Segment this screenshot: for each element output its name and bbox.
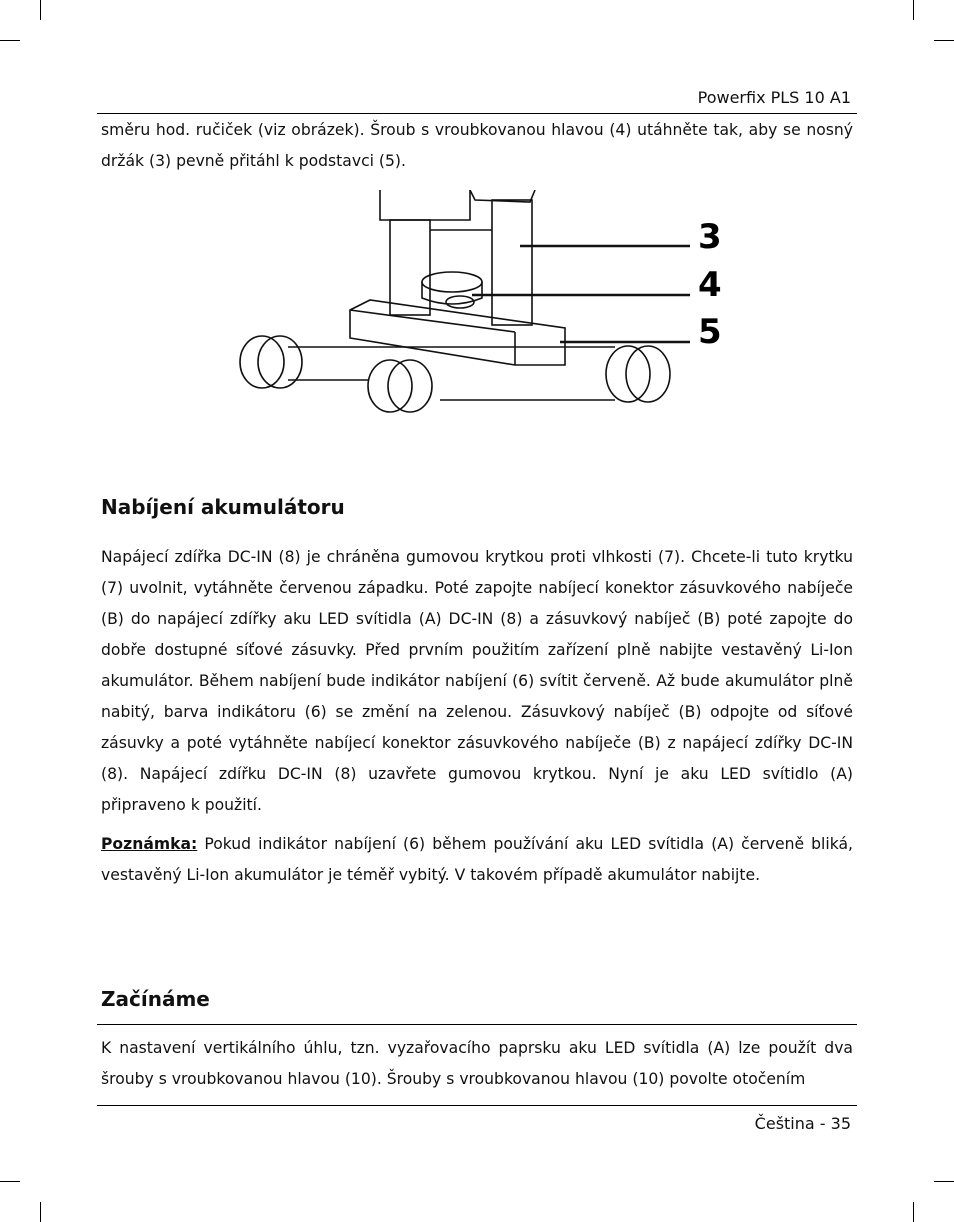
crop-mark bbox=[934, 1181, 954, 1182]
crop-mark bbox=[913, 0, 914, 20]
crop-mark bbox=[0, 1181, 20, 1182]
note-text: Pokud indikátor nabíjení (6) během používání aku LED svítidla (A) červeně bliká, vestavěný Li-Ion akumulátor je téměř vybitý. V takovém případě akumulátor nabijte. bbox=[101, 835, 853, 884]
section-heading-start: Začínáme bbox=[101, 987, 210, 1011]
note-paragraph bbox=[101, 829, 853, 891]
section-heading-charging: Nabíjení akumulátoru bbox=[101, 495, 345, 519]
crop-mark bbox=[40, 0, 41, 20]
note-label: Poznámka: bbox=[101, 835, 198, 853]
product-stand-illustration bbox=[230, 190, 730, 420]
footer-page-number: Čeština - 35 bbox=[754, 1114, 851, 1133]
header-product-name: Powerfix PLS 10 A1 bbox=[697, 88, 851, 107]
header-rule bbox=[97, 113, 857, 114]
crop-mark bbox=[934, 40, 954, 41]
footer-rule bbox=[97, 1105, 857, 1106]
callout-5: 5 bbox=[698, 312, 722, 352]
crop-mark bbox=[40, 1202, 41, 1222]
crop-mark bbox=[0, 40, 20, 41]
charging-paragraph: Napájecí zdířka DC-IN (8) je chráněna gumovou krytkou proti vlhkosti (7). Chcete-li tuto krytku (7) uvolnit, vytáhněte červenou západku. Poté zapojte nabíjecí konektor zásuvkového nabíječe (B) do napájecí zdířky aku LED svítidla (A) DC-IN (8) a zásuvkový nabíječ (B) poté zapojte do dobře dostupné síťové zásuvky. Před prvním použitím zařízení plně nabijte vestavěný Li-Ion akumulátor. Během nabíjení bude indikátor nabíjení (6) svítit červeně. Až bude akumulátor plně nabitý, barva indikátoru (6) se změní na zelenou. Zásuvkový nabíječ (B) odpojte od síťové zásuvky a poté vytáhněte nabíjecí konektor zásuvkového nabíječe (B) z napájecí zdířky DC-IN (8). Napájecí zdířku DC-IN (8) uzavřete gumovou krytkou. Nyní je aku LED svítidlo (A) připraveno k použití. bbox=[101, 548, 853, 814]
start-paragraph: K nastavení vertikálního úhlu, tzn. vyzařovacího paprsku aku LED svítidla (A) lze použít dva šrouby s vroubkovanou hlavou (10). Šrouby s vroubkovanou hlavou (10) povolte otočením bbox=[101, 1039, 853, 1088]
callout-3: 3 bbox=[698, 217, 722, 257]
callout-4: 4 bbox=[698, 265, 722, 305]
intro-paragraph: směru hod. ručiček (viz obrázek). Šroub s vroubkovanou hlavou (4) utáhněte tak, aby se nosný držák (3) pevně přitáhl k podstavci (5). bbox=[101, 121, 853, 170]
crop-mark bbox=[913, 1202, 914, 1222]
section-rule bbox=[97, 1024, 857, 1025]
